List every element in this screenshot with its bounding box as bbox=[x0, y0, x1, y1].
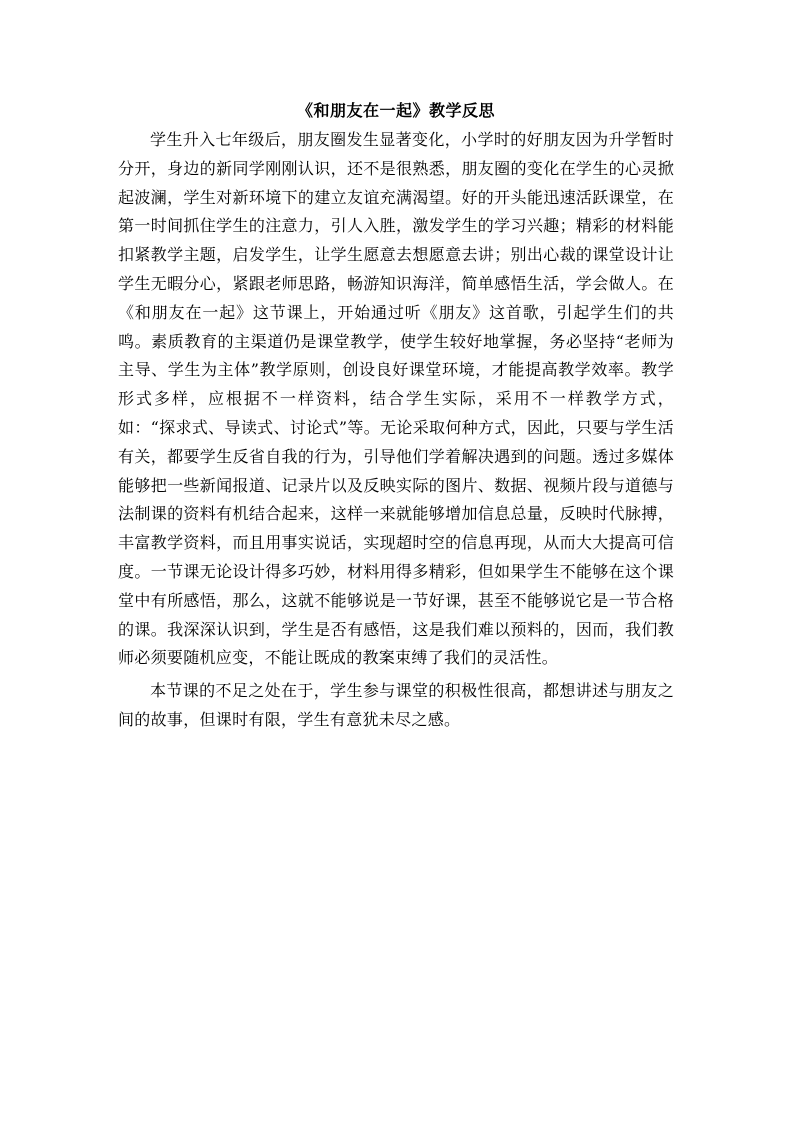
body-paragraph-1: 学生升入七年级后，朋友圈发生显著变化，小学时的好朋友因为升学暂时分开，身边的新同学刚刚认识，还不是很熟悉，朋友圈的变化在学生的心灵掀起波澜，学生对新环境下的建立友谊充满渴望。好的开头能迅速活跃课堂，在第一时间抓住学生的注意力，引人入胜，激发学生的学习兴趣；精彩的材料能扣紧教学主题，启发学生，让学生愿意去想愿意去讲；别出心裁的课堂设计让学生无暇分心，紧跟老师思路，畅游知识海洋，简单感悟生活，学会做人。在《和朋友在一起》这节课上，开始通过听《朋友》这首歌，引起学生们的共鸣。素质教育的主渠道仍是课堂教学，使学生较好地掌握，务必坚持“老师为主导、学生为主体”教学原则，创设良好课堂环境，才能提高教学效率。教学形式多样，应根据不一样资料，结合学生实际，采用不一样教学方式，如：“探求式、导读式、讨论式”等。无论采取何种方式，因此，只要与学生活有关，都要学生反省自我的行为，引导他们学着解决遇到的问题。透过多媒体能够把一些新闻报道、记录片以及反映实际的图片、数据、视频片段与道德与法制课的资料有机结合起来，这样一来就能够增加信息总量，反映时代脉搏，丰富教学资料，而且用事实说话，实现超时空的信息再现，从而大大提高可信度。一节课无论设计得多巧妙，材料用得多精彩，但如果学生不能够在这个课堂中有所感悟，那么，这就不能够说是一节好课，甚至不能够说它是一节合格的课。我深深认识到，学生是否有感悟，这是我们难以预料的，因而，我们教师必须要随机应变，不能让既成的教案束缚了我们的灵活性。 bbox=[118, 130, 674, 668]
document-page bbox=[118, 98, 674, 735]
document-title: 《和朋友在一起》教学反思 bbox=[296, 101, 495, 120]
body-paragraph-2: 本节课的不足之处在于，学生参与课堂的积极性很高，都想讲述与朋友之间的故事，但课时有限，学生有意犹未尽之感。 bbox=[118, 681, 674, 729]
